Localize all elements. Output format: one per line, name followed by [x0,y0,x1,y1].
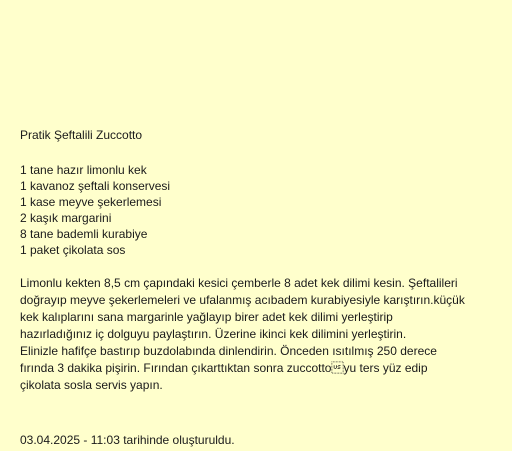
instructions-line: çikolata sosla servis yapın. [20,378,163,392]
instructions-line: fırında 3 dakika pişirin. Fırından çıkarttıktan sonra zuccotto yu ters yüz edip [20,361,428,375]
instructions-line: Elinizle hafifçe bastırıp buzdolabında dinlendirin. Önceden ısıtılmış 250 derece [20,344,437,358]
instructions-line: doğrayıp meyve şekerlemeleri ve ufalanmış acıbadem kurabiyesiyle karıştırın.küçük [20,293,465,307]
ingredient-item: 1 tane hazır limonlu kek [20,163,147,177]
instructions-line: kek kalıplarını sana margarinle yağlayıp birer adet kek dilimi yerleştirip [20,310,393,324]
ingredient-item: 1 kavanoz şeftali konservesi [20,179,171,193]
recipe-title: Pratik Şeftalili Zuccotto [20,128,143,142]
ingredients-list [20,162,505,258]
instructions-paragraph [20,275,505,394]
created-timestamp: 03.04.2025 - 11:03 tarihinde oluşturuldu. [20,433,235,447]
ingredient-item: 1 paket çikolata sos [20,243,126,257]
ingredient-item: 1 kase meyve şekerlemesi [20,195,162,209]
ingredient-item: 2 kaşık margarini [20,211,112,225]
instructions-line: Limonlu kekten 8,5 cm çapındaki kesici çemberle 8 adet kek dilimi kesin. Şeftalileri [20,276,458,290]
instructions-line: hazırladığınız iç dolguyu paylaştırın. Üzerine ikinci kek dilimini yerleştirin. [20,327,407,341]
ingredient-item: 8 tane bademli kurabiye [20,227,148,241]
recipe-document [20,127,505,394]
